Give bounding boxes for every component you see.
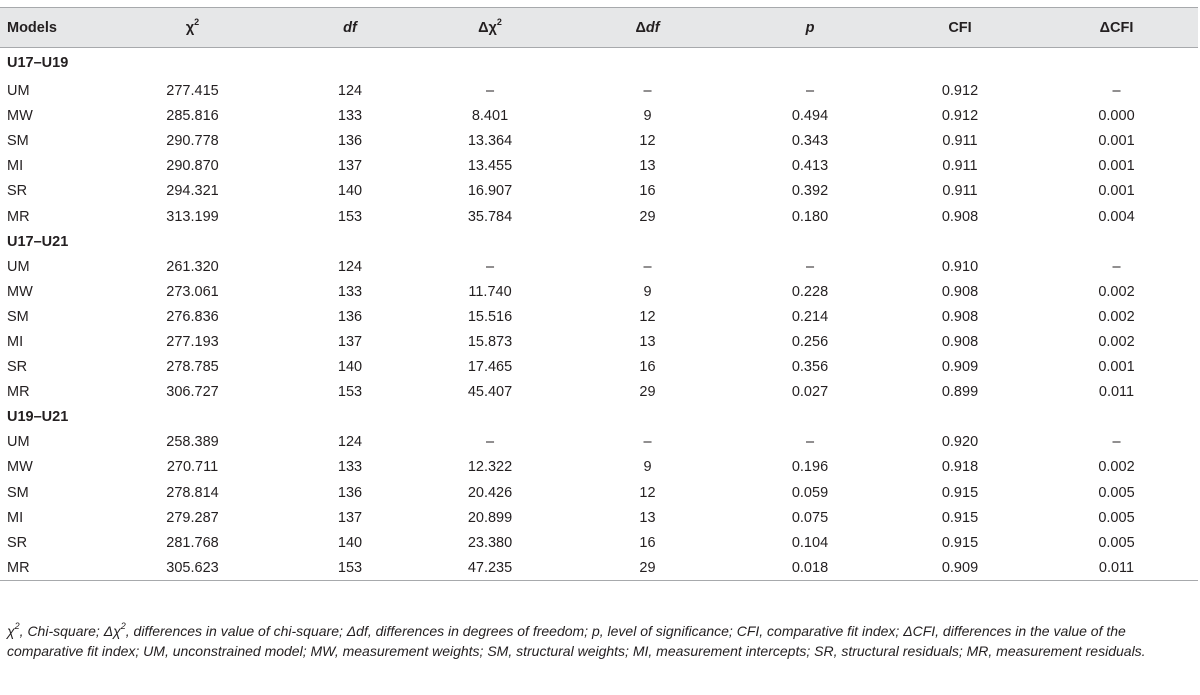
cell-p: 0.059 [791,484,829,501]
footnote-part-1: , Chi-square; Δχ [19,623,121,639]
cell-delta-chi-square: 16.907 [467,183,513,200]
cell-delta-chi-square: 15.516 [467,308,513,325]
cell-model: MR [0,555,105,580]
cell-chi-square: 258.389 [166,434,219,451]
cell-delta-df: 13 [639,333,656,350]
cell-delta-chi-square: 20.426 [467,484,513,501]
cell-df: 124 [337,83,363,100]
cell-delta-cfi: 0.002 [1098,333,1135,350]
table-row [0,129,1198,154]
cell-p: – [805,258,815,275]
cell-cfi: 0.908 [941,208,979,225]
model-fit-table [0,7,1198,581]
cell-chi-square: 276.836 [166,308,219,325]
cell-delta-chi-square: 11.740 [468,283,512,300]
cell-df: 153 [337,208,363,225]
table-row [0,254,1198,279]
table-row [0,204,1198,229]
cell-cfi: 0.918 [941,459,979,476]
cell-p: 0.413 [791,158,829,175]
cell-p: 0.180 [791,208,829,225]
header-delta-symbol: Δ [635,19,646,36]
header-cfi: CFI [885,8,1035,48]
header-chi-symbol: χ [185,19,195,36]
cell-delta-df: 16 [639,183,656,200]
header-p: p [735,8,885,48]
cell-p: 0.104 [791,534,829,551]
table-body [0,48,1198,581]
cell-model: MI [7,509,24,526]
cell-cfi: 0.899 [941,384,979,401]
table-row [0,430,1198,455]
cell-df: 153 [337,384,363,401]
cell-df: 133 [337,283,363,300]
cell-p: – [805,434,815,451]
cell-delta-chi-square: 23.380 [467,534,513,551]
cell-delta-chi-square: 45.407 [467,384,513,401]
header-models: Models [0,8,105,48]
cell-p: 0.392 [791,183,829,200]
cell-model: MI [7,158,24,175]
cell-p: 0.343 [791,133,829,150]
cell-chi-square: 277.193 [166,333,219,350]
cell-delta-chi-square: – [485,83,495,100]
table-row [0,530,1198,555]
table-row [0,555,1198,580]
cell-delta-df: – [643,258,652,275]
cell-delta-df: – [643,434,652,451]
footnote-part-2: , differences in value of chi-square; Δdf, differences in degrees of freedom; p, level of significance; CFI, comparative fit index; ΔCFI, differences in the value of the comparative fit index; UM, unconstrained model; MW, measurement weights; SM, structural weights; MI, measurement intercepts; SR, structural residuals; MR, measurement residuals. [7,623,1146,659]
cell-model: SM [7,484,29,501]
footnote-sup-1: 2 [14,621,20,632]
table-row [0,79,1198,104]
cell-delta-df: 12 [639,484,656,501]
table-row [0,380,1198,405]
cell-cfi: 0.908 [941,308,979,325]
cell-delta-cfi: – [1112,258,1121,275]
footnote-sup-2: 2 [120,621,126,632]
cell-model: SR [7,534,28,551]
cell-df: 124 [337,258,363,275]
cell-delta-cfi: 0.005 [1098,509,1135,526]
cell-delta-df: 29 [560,555,735,580]
table-row [0,329,1198,354]
cell-chi-square: 279.287 [166,509,219,526]
cell-delta-df: 29 [639,208,656,225]
cell-p: 0.356 [791,359,829,376]
cell-cfi: 0.909 [885,555,1035,580]
header-delta-chi-symbol: Δχ [478,19,497,36]
cell-model: MI [7,333,24,350]
cell-df: 140 [337,534,363,551]
cell-model: MR [7,384,30,401]
cell-delta-cfi: 0.001 [1098,183,1135,200]
table-row [0,279,1198,304]
header-df: df [280,8,420,48]
cell-cfi: 0.915 [941,509,979,526]
cell-delta-df: 9 [643,459,652,476]
group-row [0,229,1198,254]
cell-delta-chi-square: 13.364 [467,133,513,150]
cell-cfi: 0.912 [941,108,979,125]
table-row [0,480,1198,505]
cell-df: 137 [337,333,363,350]
table-row [0,154,1198,179]
cell-delta-df: 13 [639,509,656,526]
cell-p: 0.228 [791,283,829,300]
cell-p: – [805,83,815,100]
table-row [0,355,1198,380]
cell-df: 136 [337,484,363,501]
header-delta-chi-square [420,8,560,48]
cell-delta-cfi: 0.001 [1098,359,1135,376]
cell-delta-chi-square: 35.784 [467,208,513,225]
cell-delta-chi-square: 20.899 [467,509,513,526]
cell-delta-cfi: 0.002 [1098,308,1135,325]
group-row [0,48,1198,79]
table-row [0,505,1198,530]
cell-delta-chi-square: 12.322 [467,459,513,476]
cell-chi-square: 278.785 [166,359,219,376]
header-row [0,8,1198,48]
header-delta-chi-sup: 2 [496,16,502,27]
cell-chi-square: 305.623 [105,555,280,580]
cell-model: SM [7,133,29,150]
cell-p: 0.256 [791,333,829,350]
cell-delta-cfi: 0.011 [1035,555,1198,580]
header-chi-square [105,8,280,48]
cell-model: UM [7,83,30,100]
cell-df: 140 [337,183,363,200]
header-chi-sup: 2 [194,16,200,27]
cell-p: 0.018 [735,555,885,580]
cell-delta-chi-square: – [485,434,495,451]
cell-cfi: 0.911 [942,158,978,175]
cell-chi-square: 281.768 [166,534,219,551]
cell-p: 0.196 [791,459,829,476]
cell-delta-cfi: 0.001 [1098,133,1135,150]
cell-df: 124 [337,434,363,451]
cell-p: 0.027 [791,384,829,401]
cell-cfi: 0.911 [942,183,978,200]
group-label: U17–U19 [7,55,69,72]
cell-p: 0.214 [791,308,829,325]
cell-cfi: 0.908 [941,333,979,350]
cell-model: MW [7,459,33,476]
cell-delta-chi-square: 17.465 [467,359,513,376]
cell-cfi: 0.911 [942,133,978,150]
cell-chi-square: 277.415 [166,83,219,100]
cell-df: 133 [337,459,363,476]
cell-delta-cfi: 0.002 [1098,459,1135,476]
cell-chi-square: 290.870 [166,158,219,175]
cell-p: 0.075 [791,509,829,526]
footnote-chi: χ [7,623,15,639]
cell-delta-cfi: 0.004 [1098,208,1135,225]
cell-delta-cfi: – [1112,83,1121,100]
cell-model: MW [7,108,33,125]
cell-model: SR [7,359,28,376]
table-row [0,455,1198,480]
cell-df: 140 [337,359,363,376]
cell-model: SR [7,183,28,200]
cell-delta-cfi: – [1112,434,1121,451]
group-label: U17–U21 [7,233,69,250]
table-row [0,179,1198,204]
cell-delta-df: 16 [639,534,656,551]
cell-chi-square: 313.199 [166,208,219,225]
cell-delta-df: 9 [643,283,652,300]
cell-delta-chi-square: 47.235 [420,555,560,580]
cell-delta-df: 29 [639,384,656,401]
cell-delta-cfi: 0.000 [1098,108,1135,125]
cell-chi-square: 261.320 [166,258,219,275]
cell-cfi: 0.908 [941,283,979,300]
cell-df: 137 [337,509,363,526]
cell-model: MR [7,208,30,225]
table-row [0,304,1198,329]
header-delta-df-label: df [645,19,660,36]
group-row [0,405,1198,430]
cell-delta-chi-square: 8.401 [471,108,509,125]
cell-delta-cfi: 0.001 [1098,158,1135,175]
cell-df: 137 [337,158,363,175]
cell-delta-cfi: 0.011 [1098,384,1135,401]
header-delta-df [560,8,735,48]
cell-delta-df: 12 [639,133,656,150]
cell-delta-chi-square: 13.455 [467,158,513,175]
cell-delta-chi-square: – [485,258,495,275]
cell-chi-square: 306.727 [166,384,219,401]
cell-delta-df: 12 [639,308,656,325]
cell-df: 136 [337,133,363,150]
cell-cfi: 0.920 [941,434,979,451]
cell-cfi: 0.910 [941,258,979,275]
cell-cfi: 0.909 [941,359,979,376]
cell-df: 136 [337,308,363,325]
cell-chi-square: 285.816 [166,108,219,125]
cell-delta-chi-square: 15.873 [467,333,513,350]
cell-delta-cfi: 0.005 [1098,534,1135,551]
cell-model: SM [7,308,29,325]
cell-chi-square: 273.061 [166,283,219,300]
cell-cfi: 0.915 [941,484,979,501]
cell-delta-cfi: 0.002 [1098,283,1135,300]
table-footnote [7,622,1195,661]
table-row [0,104,1198,129]
group-label: U19–U21 [7,409,69,426]
header-delta-cfi: ΔCFI [1035,8,1198,48]
cell-chi-square: 278.814 [166,484,219,501]
cell-df: 133 [337,108,363,125]
cell-delta-df: – [643,83,652,100]
cell-chi-square: 270.711 [166,459,219,476]
cell-cfi: 0.915 [941,534,979,551]
cell-delta-df: 13 [639,158,656,175]
cell-model: UM [7,258,30,275]
cell-delta-df: 16 [639,359,656,376]
cell-df: 153 [280,555,420,580]
cell-delta-df: 9 [643,108,652,125]
cell-model: UM [7,434,30,451]
cell-model: MW [7,283,33,300]
cell-p: 0.494 [791,108,829,125]
cell-cfi: 0.912 [941,83,979,100]
cell-chi-square: 294.321 [166,183,219,200]
cell-delta-cfi: 0.005 [1098,484,1135,501]
cell-chi-square: 290.778 [166,133,219,150]
